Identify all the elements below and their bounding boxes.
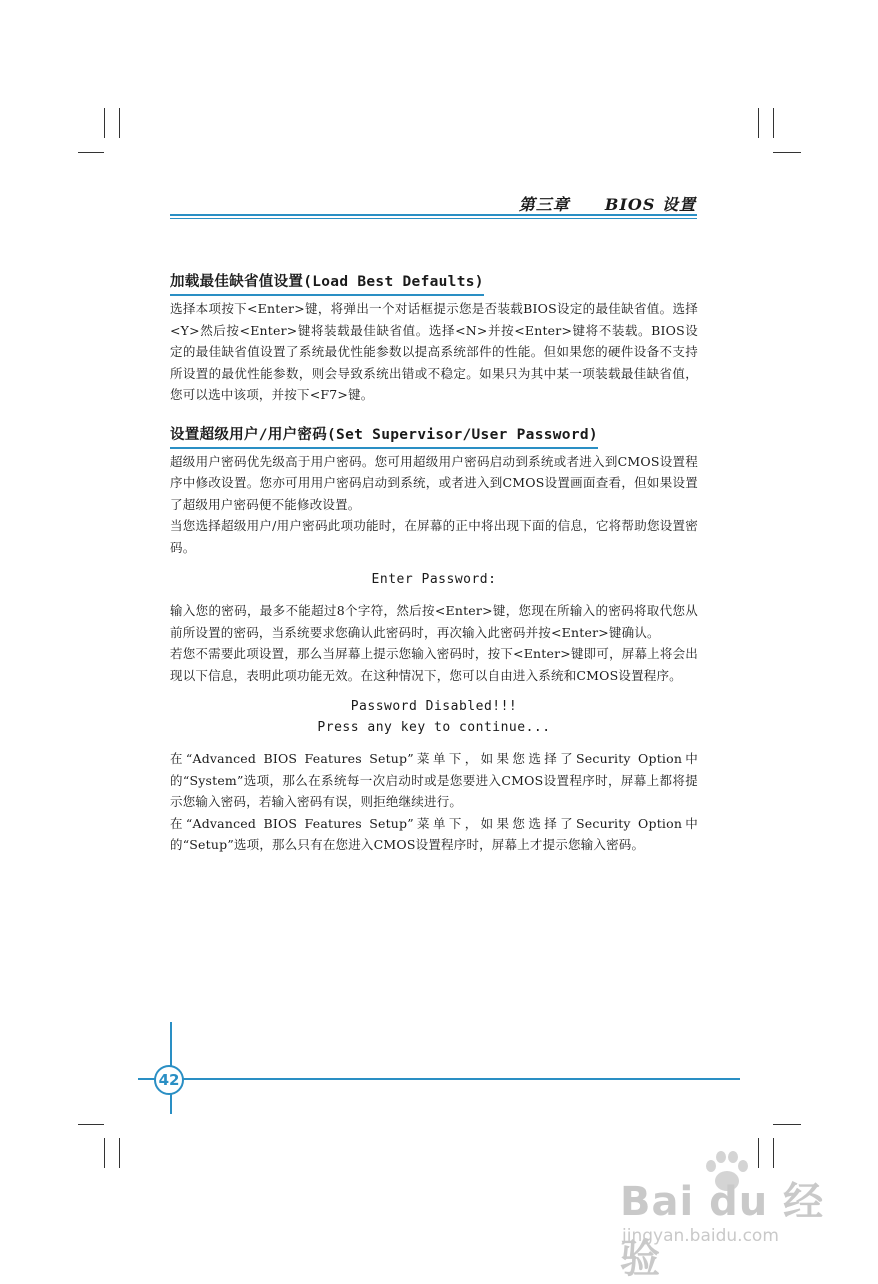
paragraph: 若您不需要此项设置，那么当屏幕上提示您输入密码时，按下<Enter>键即可，屏幕上将会出现以下信息，表明此项功能无效。在这种情况下，您可以自由进入系统和CMOS设置程序。 — [170, 646, 698, 683]
password-disabled-message: Password Disabled!!! — [350, 699, 518, 714]
paragraph: 选择本项按下<Enter>键，将弹出一个对话框提示您是否装载BIOS设定的最佳缺省值。选择<Y>然后按<Enter>键将装载最佳缺省值。选择<N>并按<Enter>键将不装载。BIOS设定的最佳缺省值设置了系统最优性能参数以提高系统部件的性能。但如果您的硬件设备不支持所设置的最优性能参数，则会导致系统出错或不稳定。如果只为其中某一项装载最佳缺省值，您可以选中该项，并按下<F7>键。 — [170, 301, 698, 402]
chapter-title: BIOS 设置 — [604, 195, 696, 214]
header-rule-thin — [170, 218, 697, 219]
chapter-label: 第三章 — [518, 195, 570, 214]
page-number: 42 — [154, 1065, 184, 1095]
paragraph: 在“Advanced BIOS Features Setup”菜单下，如果您选择了Security Option中的“Setup”选项，那么只有在您进入CMOS设置程序时，屏幕上才提示您输入密码。 — [170, 815, 698, 852]
watermark-brand: Bai du 经验 — [620, 1179, 825, 1282]
paragraph: 输入您的密码，最多不能超过8个字符，然后按<Enter>键，您现在所输入的密码将取代您从前所设置的密码，当系统要求您确认此密码时，再次输入此密码并按<Enter>键确认。 — [170, 603, 698, 640]
paragraph: 在“Advanced BIOS Features Setup”菜单下，如果您选择了Security Option中的“System”选项，那么在系统每一次启动时或是您要进入CMOS设置程序时，屏幕上都将提示您输入密码，若输入密码有误，则拒绝继续进行。 — [170, 751, 698, 809]
baidu-watermark — [600, 1150, 860, 1282]
watermark-url: jingyan.baidu.com — [622, 1226, 779, 1246]
page-content — [170, 270, 698, 856]
paragraph: 超级用户密码优先级高于用户密码。您可用超级用户密码启动到系统或者进入到CMOS设置程序中修改设置。您亦可用用户密码启动到系统，或者进入到CMOS设置画面查看，但如果设置了超级用户密码便不能修改设置。 — [170, 453, 698, 512]
press-any-key-message: Press any key to continue... — [317, 720, 551, 735]
section-title-set-password: 设置超级用户/用户密码(Set Supervisor/User Password) — [170, 423, 598, 449]
enter-password-prompt: Enter Password: — [371, 572, 497, 587]
paragraph: 当您选择超级用户/用户密码此项功能时，在屏幕的正中将出现下面的信息，它将帮助您设置密码。 — [170, 518, 698, 555]
footer-horizontal-rule — [138, 1078, 740, 1080]
chapter-header — [430, 192, 696, 215]
section-title-load-defaults: 加载最佳缺省值设置(Load Best Defaults) — [170, 270, 484, 296]
header-rule — [170, 214, 697, 216]
